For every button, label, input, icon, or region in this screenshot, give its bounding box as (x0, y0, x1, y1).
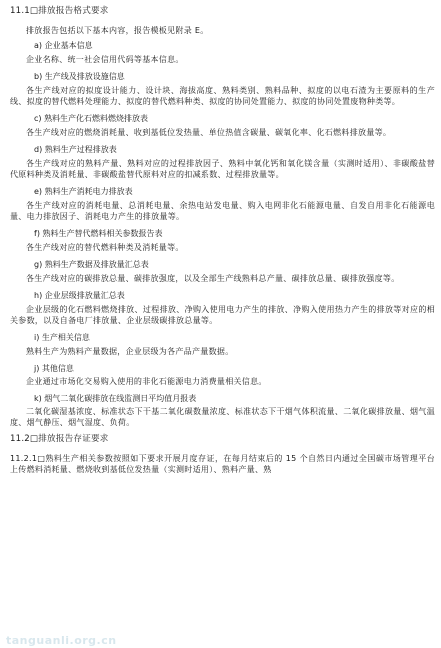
item-i (10, 332, 435, 357)
item-title: k) 烟气二氧化碳排放在线监测日平均值月报表 (34, 394, 197, 403)
item-b (10, 71, 435, 107)
section-heading-11-2: 11.2□排放报告存证要求 (10, 434, 109, 444)
item-body: 企业层级的化石燃料燃烧排放、过程排放、净购入使用电力产生的排放、净购入使用热力产生的排放等对应的相关参数，以及自备电厂排放量、企业层级碳排放总量等。 (10, 305, 435, 325)
item-d (10, 144, 435, 180)
section-heading-11-1: 11.1□排放报告格式要求 (10, 6, 109, 16)
item-body: 各生产线对应的消耗电量、总消耗电量、余热电站发电量、购入电网非化石能源电量、自发自用非化石能源电量、电力排放因子、消耗电力产生的排放量等。 (10, 201, 435, 221)
item-h (10, 290, 435, 326)
item-title: b) 生产线及排放设施信息 (34, 72, 125, 81)
item-body: 二氧化碳湿基浓度、标准状态下干基二氧化碳数量浓度、标准状态下干烟气体积流量、二氧化碳排放量、烟气温度、烟气静压、烟气湿度、负荷。 (10, 407, 435, 427)
item-e (10, 186, 435, 222)
clause-11-2-1: 11.2.1□熟料生产相关参数按照如下要求开展月度存证，在每月结束后的 15 个自然日内通过全国碳市场管理平台上传燃料消耗量、燃烧收到基低位发热量（实测时适用）、熟料产量、熟 (10, 454, 435, 474)
item-a (10, 40, 435, 65)
item-body: 各生产线对应的燃烧消耗量、收到基低位发热量、单位热值含碳量、碳氧化率、化石燃料排放量等。 (26, 128, 392, 137)
item-title: a) 企业基本信息 (34, 41, 93, 50)
item-title: i) 生产相关信息 (34, 333, 90, 342)
intro-paragraph: 排放报告包括以下基本内容，报告模板见附录 E。 (26, 26, 209, 35)
item-title: d) 熟料生产过程排放表 (34, 145, 117, 154)
item-j (10, 363, 435, 387)
item-body: 各生产线对应的熟料产量、熟料对应的过程排放因子、熟料中氧化钙和氧化镁含量（实测时适用）、非碳酸盐替代原料种类及消耗量、非碳酸盐替代原料对应的扣减系数、过程排放量等。 (10, 159, 435, 179)
item-title: e) 熟料生产消耗电力排放表 (34, 187, 133, 196)
item-body: 熟料生产为熟料产量数据，企业层级为各产品产量数据。 (26, 347, 234, 356)
item-body: 各生产线对应的拟度设计能力、设计块、海拔高度、熟料类别、熟料品种、拟度的以电石渣为主要原料的生产线、拟度的替代燃料处理能力、拟度的替代燃料种类、拟度的协同处置能力、拟度的协同处置废物种类等。 (10, 86, 435, 106)
item-c (10, 113, 435, 138)
item-g (10, 259, 435, 284)
item-body: 各生产线对应的碳排放总量、碳排放强度，以及全部生产线熟料总产量、碳排放总量、碳排放强度等。 (26, 274, 400, 283)
item-f (10, 228, 435, 253)
item-title: c) 熟料生产化石燃料燃烧排放表 (34, 114, 149, 123)
item-body: 企业名称、统一社会信用代码等基本信息。 (26, 55, 184, 64)
item-body: 各生产线对应的替代燃料种类及消耗量等。 (26, 243, 184, 252)
item-k (10, 393, 435, 428)
item-title: j) 其他信息 (34, 364, 74, 373)
item-title: h) 企业层级排放量汇总表 (34, 291, 125, 300)
item-body: 企业通过市场化交易购入使用的非化石能源电力消费量相关信息。 (26, 377, 267, 386)
item-title: g) 熟料生产数据及排放量汇总表 (34, 260, 149, 269)
site-watermark: tanguanli.org.cn (6, 634, 117, 647)
item-title: f) 熟料生产替代燃料相关参数报告表 (34, 229, 163, 238)
